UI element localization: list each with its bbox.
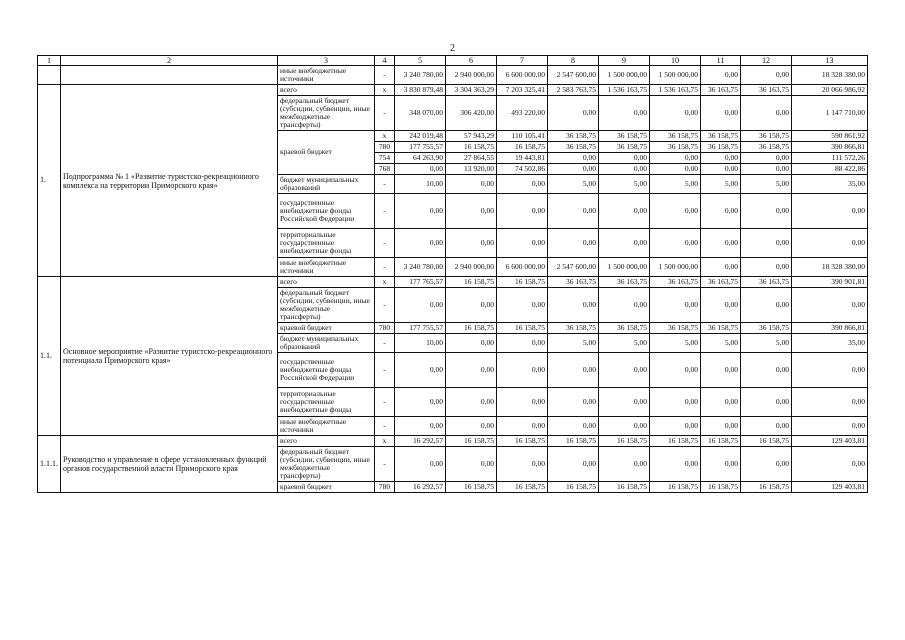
code-cell: - bbox=[375, 417, 395, 436]
value-cell: 36 158,75 bbox=[548, 142, 599, 153]
value-cell: 0,00 bbox=[741, 353, 792, 388]
source-cell: краевой бюджет bbox=[278, 482, 375, 493]
value-cell: 0,00 bbox=[741, 388, 792, 417]
value-cell: 0,00 bbox=[701, 153, 741, 164]
value-cell: 0,00 bbox=[792, 194, 868, 229]
value-cell: 177 755,57 bbox=[395, 323, 446, 334]
value-cell: 16 158,75 bbox=[446, 482, 497, 493]
value-cell: 10,00 bbox=[395, 175, 446, 194]
value-cell: 0,00 bbox=[792, 288, 868, 323]
table-body bbox=[38, 56, 868, 493]
value-cell: 0,00 bbox=[446, 447, 497, 482]
value-cell: 0,00 bbox=[395, 417, 446, 436]
value-cell: 0,00 bbox=[497, 175, 548, 194]
value-cell: 6 600 000,00 bbox=[497, 66, 548, 85]
value-cell: 0,00 bbox=[599, 96, 650, 131]
value-cell: 36 158,75 bbox=[701, 131, 741, 142]
code-cell: x bbox=[375, 436, 395, 447]
value-cell: 0,00 bbox=[497, 353, 548, 388]
value-cell: 3 304 363,29 bbox=[446, 85, 497, 96]
value-cell: 0,00 bbox=[701, 96, 741, 131]
value-cell: 16 158,75 bbox=[497, 436, 548, 447]
value-cell: 0,00 bbox=[446, 388, 497, 417]
column-header: 11 bbox=[701, 56, 741, 66]
value-cell: 0,00 bbox=[741, 66, 792, 85]
value-cell: 0,00 bbox=[548, 288, 599, 323]
value-cell: 5,00 bbox=[599, 334, 650, 353]
value-cell: 0,00 bbox=[497, 194, 548, 229]
value-cell: 16 158,75 bbox=[650, 436, 701, 447]
source-cell: краевой бюджет bbox=[278, 323, 375, 334]
value-cell: 35,00 bbox=[792, 334, 868, 353]
value-cell: 5,00 bbox=[548, 334, 599, 353]
value-cell: 16 158,75 bbox=[599, 482, 650, 493]
value-cell: 0,00 bbox=[701, 447, 741, 482]
value-cell: 0,00 bbox=[741, 447, 792, 482]
value-cell: 0,00 bbox=[792, 353, 868, 388]
value-cell: 0,00 bbox=[395, 194, 446, 229]
value-cell: 18 328 380,00 bbox=[792, 258, 868, 277]
value-cell: 0,00 bbox=[650, 288, 701, 323]
value-cell: 390 866,81 bbox=[792, 142, 868, 153]
value-cell: 0,00 bbox=[701, 66, 741, 85]
value-cell: 16 158,75 bbox=[446, 142, 497, 153]
budget-table bbox=[37, 55, 868, 493]
value-cell: 0,00 bbox=[792, 229, 868, 258]
value-cell: 1 536 163,75 bbox=[599, 85, 650, 96]
value-cell: 36 158,75 bbox=[701, 142, 741, 153]
value-cell: 0,00 bbox=[741, 229, 792, 258]
source-cell: иные внебюджетные источники bbox=[278, 66, 375, 85]
value-cell: 36 158,75 bbox=[650, 323, 701, 334]
value-cell: 36 163,75 bbox=[548, 277, 599, 288]
value-cell: 0,00 bbox=[548, 353, 599, 388]
value-cell: 0,00 bbox=[741, 164, 792, 175]
value-cell: 36 163,75 bbox=[741, 85, 792, 96]
value-cell: 129 403,81 bbox=[792, 436, 868, 447]
value-cell: 348 070,00 bbox=[395, 96, 446, 131]
value-cell: 390 901,81 bbox=[792, 277, 868, 288]
code-cell: - bbox=[375, 66, 395, 85]
value-cell: 36 158,75 bbox=[701, 323, 741, 334]
value-cell: 0,00 bbox=[701, 288, 741, 323]
value-cell: 0,00 bbox=[741, 417, 792, 436]
value-cell: 0,00 bbox=[650, 417, 701, 436]
value-cell: 16 158,75 bbox=[599, 436, 650, 447]
value-cell: 16 292,57 bbox=[395, 436, 446, 447]
value-cell: 0,00 bbox=[446, 194, 497, 229]
code-cell: - bbox=[375, 96, 395, 131]
value-cell: 0,00 bbox=[701, 388, 741, 417]
value-cell: 35,00 bbox=[792, 175, 868, 194]
table-row bbox=[38, 277, 868, 288]
source-cell: иные внебюджетные источники bbox=[278, 417, 375, 436]
value-cell: 0,00 bbox=[741, 258, 792, 277]
value-cell: 27 864,55 bbox=[446, 153, 497, 164]
value-cell: 1 500 000,00 bbox=[650, 66, 701, 85]
value-cell: 242 019,48 bbox=[395, 131, 446, 142]
value-cell: 0,00 bbox=[650, 194, 701, 229]
value-cell: 0,00 bbox=[497, 388, 548, 417]
value-cell: 0,00 bbox=[650, 229, 701, 258]
value-cell: 0,00 bbox=[701, 258, 741, 277]
value-cell: 36 163,75 bbox=[599, 277, 650, 288]
value-cell: 0,00 bbox=[395, 388, 446, 417]
value-cell: 2 547 600,00 bbox=[548, 258, 599, 277]
value-cell: 0,00 bbox=[395, 164, 446, 175]
column-header: 12 bbox=[741, 56, 792, 66]
value-cell: 0,00 bbox=[650, 153, 701, 164]
code-cell: - bbox=[375, 258, 395, 277]
value-cell: 64 263,90 bbox=[395, 153, 446, 164]
code-cell: - bbox=[375, 288, 395, 323]
value-cell: 16 158,75 bbox=[497, 482, 548, 493]
column-header: 3 bbox=[278, 56, 375, 66]
value-cell: 0,00 bbox=[548, 153, 599, 164]
code-cell: x bbox=[375, 277, 395, 288]
source-cell: государственные внебюджетные фонды Российской Федерации bbox=[278, 353, 375, 388]
source-cell: федеральный бюджет (субсидии, субвенции, иные межбюджетные трансферты) bbox=[278, 288, 375, 323]
value-cell: 111 572,26 bbox=[792, 153, 868, 164]
title-cell bbox=[61, 66, 278, 85]
source-cell: иные внебюджетные источники bbox=[278, 258, 375, 277]
code-cell: 780 bbox=[375, 323, 395, 334]
value-cell: 0,00 bbox=[548, 388, 599, 417]
value-cell: 0,00 bbox=[650, 164, 701, 175]
value-cell: 0,00 bbox=[548, 229, 599, 258]
value-cell: 3 240 780,00 bbox=[395, 258, 446, 277]
table-row bbox=[38, 85, 868, 96]
value-cell: 0,00 bbox=[497, 288, 548, 323]
value-cell: 16 158,75 bbox=[446, 323, 497, 334]
value-cell: 0,00 bbox=[650, 388, 701, 417]
value-cell: 306 420,00 bbox=[446, 96, 497, 131]
value-cell: 2 547 600,00 bbox=[548, 66, 599, 85]
value-cell: 0,00 bbox=[701, 417, 741, 436]
value-cell: 1 147 710,00 bbox=[792, 96, 868, 131]
value-cell: 0,00 bbox=[599, 229, 650, 258]
value-cell: 16 158,75 bbox=[701, 482, 741, 493]
value-cell: 3 240 780,00 bbox=[395, 66, 446, 85]
column-header: 9 bbox=[599, 56, 650, 66]
value-cell: 3 830 879,48 bbox=[395, 85, 446, 96]
value-cell: 0,00 bbox=[701, 353, 741, 388]
value-cell: 0,00 bbox=[650, 96, 701, 131]
value-cell: 88 422,86 bbox=[792, 164, 868, 175]
value-cell: 0,00 bbox=[599, 353, 650, 388]
column-header: 5 bbox=[395, 56, 446, 66]
column-header: 4 bbox=[375, 56, 395, 66]
value-cell: 16 158,75 bbox=[497, 323, 548, 334]
code-cell: 768 bbox=[375, 164, 395, 175]
source-cell: государственные внебюджетные фонды Российской Федерации bbox=[278, 194, 375, 229]
value-cell: 5,00 bbox=[599, 175, 650, 194]
value-cell: 36 163,75 bbox=[741, 277, 792, 288]
source-cell: бюджет муниципальных образований bbox=[278, 175, 375, 194]
value-cell: 177 755,57 bbox=[395, 142, 446, 153]
value-cell: 0,00 bbox=[497, 417, 548, 436]
value-cell: 16 158,75 bbox=[446, 277, 497, 288]
value-cell: 16 158,75 bbox=[548, 436, 599, 447]
column-header: 8 bbox=[548, 56, 599, 66]
value-cell: 20 066 986,92 bbox=[792, 85, 868, 96]
code-cell: x bbox=[375, 131, 395, 142]
value-cell: 10,00 bbox=[395, 334, 446, 353]
value-cell: 36 163,75 bbox=[701, 277, 741, 288]
value-cell: 0,00 bbox=[548, 447, 599, 482]
value-cell: 0,00 bbox=[792, 447, 868, 482]
value-cell: 0,00 bbox=[599, 288, 650, 323]
title-cell: Основное мероприятие «Развитие туристско-рекреационного потенциала Приморского края» bbox=[61, 277, 278, 436]
value-cell: 36 158,75 bbox=[599, 142, 650, 153]
value-cell: 0,00 bbox=[599, 388, 650, 417]
value-cell: 16 158,75 bbox=[650, 482, 701, 493]
value-cell: 0,00 bbox=[548, 164, 599, 175]
source-cell: краевой бюджет bbox=[278, 131, 375, 175]
table-row bbox=[38, 66, 868, 85]
value-cell: 493 220,00 bbox=[497, 96, 548, 131]
value-cell: 36 163,75 bbox=[650, 277, 701, 288]
value-cell: 18 328 380,00 bbox=[792, 66, 868, 85]
value-cell: 6 600 000,00 bbox=[497, 258, 548, 277]
code-cell: x bbox=[375, 85, 395, 96]
value-cell: 16 158,75 bbox=[741, 482, 792, 493]
value-cell: 16 158,75 bbox=[497, 277, 548, 288]
code-cell: - bbox=[375, 229, 395, 258]
value-cell: 1 536 163,75 bbox=[650, 85, 701, 96]
value-cell: 0,00 bbox=[701, 164, 741, 175]
value-cell: 13 920,00 bbox=[446, 164, 497, 175]
value-cell: 5,00 bbox=[741, 175, 792, 194]
value-cell: 0,00 bbox=[599, 417, 650, 436]
source-cell: территориальные государственные внебюджетные фонды bbox=[278, 229, 375, 258]
value-cell: 57 943,29 bbox=[446, 131, 497, 142]
value-cell: 0,00 bbox=[650, 353, 701, 388]
value-cell: 0,00 bbox=[395, 353, 446, 388]
value-cell: 2 583 763,75 bbox=[548, 85, 599, 96]
value-cell: 0,00 bbox=[650, 447, 701, 482]
value-cell: 16 158,75 bbox=[548, 482, 599, 493]
value-cell: 5,00 bbox=[650, 175, 701, 194]
value-cell: 36 158,75 bbox=[741, 323, 792, 334]
source-cell: федеральный бюджет (субсидии, субвенции, иные межбюджетные трансферты) bbox=[278, 96, 375, 131]
row-number-cell: 1.1.1. bbox=[38, 436, 61, 493]
value-cell: 0,00 bbox=[792, 388, 868, 417]
code-cell: - bbox=[375, 334, 395, 353]
source-cell: всего bbox=[278, 436, 375, 447]
value-cell: 0,00 bbox=[599, 153, 650, 164]
value-cell: 19 443,81 bbox=[497, 153, 548, 164]
value-cell: 16 292,57 bbox=[395, 482, 446, 493]
value-cell: 0,00 bbox=[395, 229, 446, 258]
value-cell: 5,00 bbox=[650, 334, 701, 353]
value-cell: 0,00 bbox=[395, 288, 446, 323]
value-cell: 0,00 bbox=[446, 353, 497, 388]
value-cell: 5,00 bbox=[701, 175, 741, 194]
value-cell: 177 765,57 bbox=[395, 277, 446, 288]
value-cell: 74 502,86 bbox=[497, 164, 548, 175]
value-cell: 0,00 bbox=[701, 194, 741, 229]
title-cell: Подпрограмма № 1 «Развитие туристско-рекреационного комплекса на территории Приморского края» bbox=[61, 85, 278, 277]
title-cell: Руководство и управление в сфере установленных функций органов государственной власти Приморского края bbox=[61, 436, 278, 493]
value-cell: 0,00 bbox=[446, 417, 497, 436]
row-number-cell bbox=[38, 66, 61, 85]
value-cell: 7 203 325,41 bbox=[497, 85, 548, 96]
table-row bbox=[38, 436, 868, 447]
value-cell: 1 500 000,00 bbox=[599, 66, 650, 85]
value-cell: 0,00 bbox=[497, 447, 548, 482]
value-cell: 129 403,81 bbox=[792, 482, 868, 493]
value-cell: 16 158,75 bbox=[701, 436, 741, 447]
value-cell: 0,00 bbox=[741, 153, 792, 164]
value-cell: 2 940 000,00 bbox=[446, 66, 497, 85]
value-cell: 0,00 bbox=[741, 288, 792, 323]
source-cell: всего bbox=[278, 85, 375, 96]
value-cell: 5,00 bbox=[701, 334, 741, 353]
value-cell: 36 163,75 bbox=[701, 85, 741, 96]
value-cell: 16 158,75 bbox=[446, 436, 497, 447]
column-header: 10 bbox=[650, 56, 701, 66]
value-cell: 1 500 000,00 bbox=[650, 258, 701, 277]
value-cell: 0,00 bbox=[395, 447, 446, 482]
value-cell: 5,00 bbox=[548, 175, 599, 194]
value-cell: 0,00 bbox=[599, 447, 650, 482]
value-cell: 0,00 bbox=[548, 417, 599, 436]
value-cell: 0,00 bbox=[599, 164, 650, 175]
value-cell: 36 158,75 bbox=[741, 142, 792, 153]
column-header: 1 bbox=[38, 56, 61, 66]
code-cell: - bbox=[375, 388, 395, 417]
value-cell: 1 500 000,00 bbox=[599, 258, 650, 277]
page-number: 2 bbox=[450, 43, 455, 54]
value-cell: 0,00 bbox=[497, 334, 548, 353]
source-cell: всего bbox=[278, 277, 375, 288]
value-cell: 0,00 bbox=[446, 334, 497, 353]
header-row bbox=[38, 56, 868, 66]
source-cell: территориальные государственные внебюджетные фонды bbox=[278, 388, 375, 417]
value-cell: 0,00 bbox=[497, 229, 548, 258]
value-cell: 36 158,75 bbox=[548, 131, 599, 142]
value-cell: 5,00 bbox=[741, 334, 792, 353]
value-cell: 16 158,75 bbox=[741, 436, 792, 447]
code-cell: - bbox=[375, 194, 395, 229]
source-cell: бюджет муниципальных образований bbox=[278, 334, 375, 353]
value-cell: 0,00 bbox=[548, 194, 599, 229]
source-cell: федеральный бюджет (субсидии, субвенции, иные межбюджетные трансферты) bbox=[278, 447, 375, 482]
value-cell: 110 105,41 bbox=[497, 131, 548, 142]
column-header: 13 bbox=[792, 56, 868, 66]
value-cell: 2 940 000,00 bbox=[446, 258, 497, 277]
value-cell: 0,00 bbox=[548, 96, 599, 131]
value-cell: 0,00 bbox=[446, 288, 497, 323]
column-header: 6 bbox=[446, 56, 497, 66]
row-number-cell: 1. bbox=[38, 85, 61, 277]
value-cell: 0,00 bbox=[599, 194, 650, 229]
value-cell: 0,00 bbox=[446, 229, 497, 258]
value-cell: 36 158,75 bbox=[599, 323, 650, 334]
value-cell: 36 158,75 bbox=[548, 323, 599, 334]
value-cell: 36 158,75 bbox=[599, 131, 650, 142]
column-header: 7 bbox=[497, 56, 548, 66]
value-cell: 0,00 bbox=[792, 417, 868, 436]
value-cell: 0,00 bbox=[701, 229, 741, 258]
code-cell: - bbox=[375, 447, 395, 482]
code-cell: - bbox=[375, 353, 395, 388]
value-cell: 590 861,92 bbox=[792, 131, 868, 142]
code-cell: 780 bbox=[375, 142, 395, 153]
column-header: 2 bbox=[61, 56, 278, 66]
value-cell: 0,00 bbox=[741, 96, 792, 131]
row-number-cell: 1.1. bbox=[38, 277, 61, 436]
value-cell: 16 158,75 bbox=[497, 142, 548, 153]
value-cell: 390 866,81 bbox=[792, 323, 868, 334]
value-cell: 36 158,75 bbox=[650, 142, 701, 153]
value-cell: 0,00 bbox=[741, 194, 792, 229]
value-cell: 0,00 bbox=[446, 175, 497, 194]
value-cell: 36 158,75 bbox=[650, 131, 701, 142]
code-cell: - bbox=[375, 175, 395, 194]
code-cell: 754 bbox=[375, 153, 395, 164]
value-cell: 36 158,75 bbox=[741, 131, 792, 142]
code-cell: 780 bbox=[375, 482, 395, 493]
